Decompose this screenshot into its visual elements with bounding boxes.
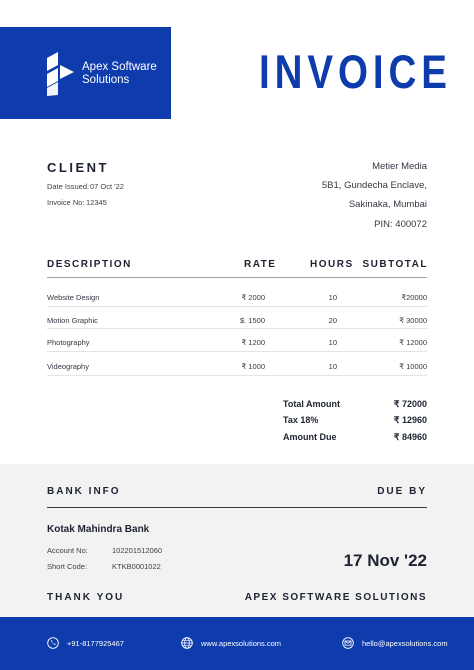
- account-number-value: 102201512060: [112, 546, 163, 555]
- client-pin: PIN: 400072: [374, 219, 427, 230]
- table-row-divider: [47, 351, 427, 352]
- website-url: www.apexsolutions.com: [201, 638, 282, 648]
- total-amount-label: Total Amount: [283, 399, 340, 409]
- column-header-rate: RATE: [244, 259, 277, 270]
- company-name-footer: APEX SOFTWARE SOLUTIONS: [244, 592, 427, 603]
- tax-label: Tax 18%: [283, 415, 319, 425]
- row-subtotal: ₹ 30000: [399, 316, 427, 325]
- globe-icon: [181, 637, 193, 649]
- column-header-description: DESCRIPTION: [47, 259, 132, 270]
- phone-number: +91-8177925467: [67, 638, 124, 648]
- client-address-line2: Sakinaka, Mumbai: [348, 199, 427, 210]
- row-description: Motion Graphic: [47, 316, 98, 325]
- date-issued-value: 07 Oct '22: [90, 182, 124, 191]
- table-row-divider: [47, 328, 427, 329]
- row-rate: $. 1500: [239, 316, 265, 325]
- row-description: Photography: [47, 338, 90, 347]
- amount-due-value: ₹ 84960: [393, 432, 427, 442]
- amount-due-label: Amount Due: [283, 432, 337, 442]
- date-issued-label: Date Issued:: [47, 182, 90, 191]
- table-row-divider: [47, 306, 427, 307]
- row-description: Videography: [47, 362, 89, 371]
- row-rate: ₹ 1200: [241, 338, 265, 347]
- brand-logo-icon: [47, 52, 75, 96]
- row-hours: 10: [328, 293, 337, 302]
- total-amount-value: ₹ 72000: [393, 399, 427, 409]
- column-header-hours: HOURS: [310, 259, 354, 270]
- table-header-divider: [47, 277, 427, 278]
- invoice-number-label: Invoice No:: [47, 198, 85, 207]
- table-row-divider: [47, 375, 427, 376]
- email-contact[interactable]: [342, 636, 448, 650]
- phone-icon: [47, 637, 59, 649]
- account-number-label: Account No:: [47, 546, 88, 555]
- row-hours: 10: [328, 338, 337, 347]
- bank-name: Kotak Mahindra Bank: [47, 524, 150, 535]
- tax-value: ₹ 12960: [393, 415, 427, 425]
- client-address-line1: 5B1, Gundecha Enclave,: [321, 180, 427, 191]
- short-code-label: Short Code:: [47, 562, 88, 571]
- short-code-value: KTKB0001022: [112, 562, 161, 571]
- bank-info-heading: BANK INFO: [47, 486, 121, 497]
- client-heading: CLIENT: [47, 160, 109, 175]
- column-header-subtotal: SUBTOTAL: [362, 259, 428, 270]
- thank-you-text: THANK YOU: [47, 592, 125, 603]
- website-contact[interactable]: [181, 636, 281, 650]
- row-rate: ₹ 1000: [241, 362, 265, 371]
- invoice-title: INVOICE: [259, 45, 452, 98]
- row-description: Website Design: [47, 293, 100, 302]
- mail-icon: [342, 637, 354, 649]
- due-date: 17 Nov '22: [343, 551, 427, 570]
- email-address: hello@apexsolutions.com: [362, 638, 448, 648]
- invoice-number-value: 12345: [86, 198, 107, 207]
- due-by-heading: DUE BY: [377, 486, 427, 497]
- bank-divider: [47, 507, 427, 508]
- row-hours: 20: [328, 316, 337, 325]
- brand-name: Apex Software Solutions: [82, 61, 157, 86]
- client-name: Metier Media: [372, 161, 427, 172]
- row-subtotal: ₹ 12000: [399, 338, 427, 347]
- row-hours: 10: [328, 362, 337, 371]
- row-subtotal: ₹20000: [401, 293, 427, 302]
- row-rate: ₹ 2000: [241, 293, 265, 302]
- phone-contact[interactable]: [47, 636, 124, 650]
- row-subtotal: ₹ 10000: [399, 362, 427, 371]
